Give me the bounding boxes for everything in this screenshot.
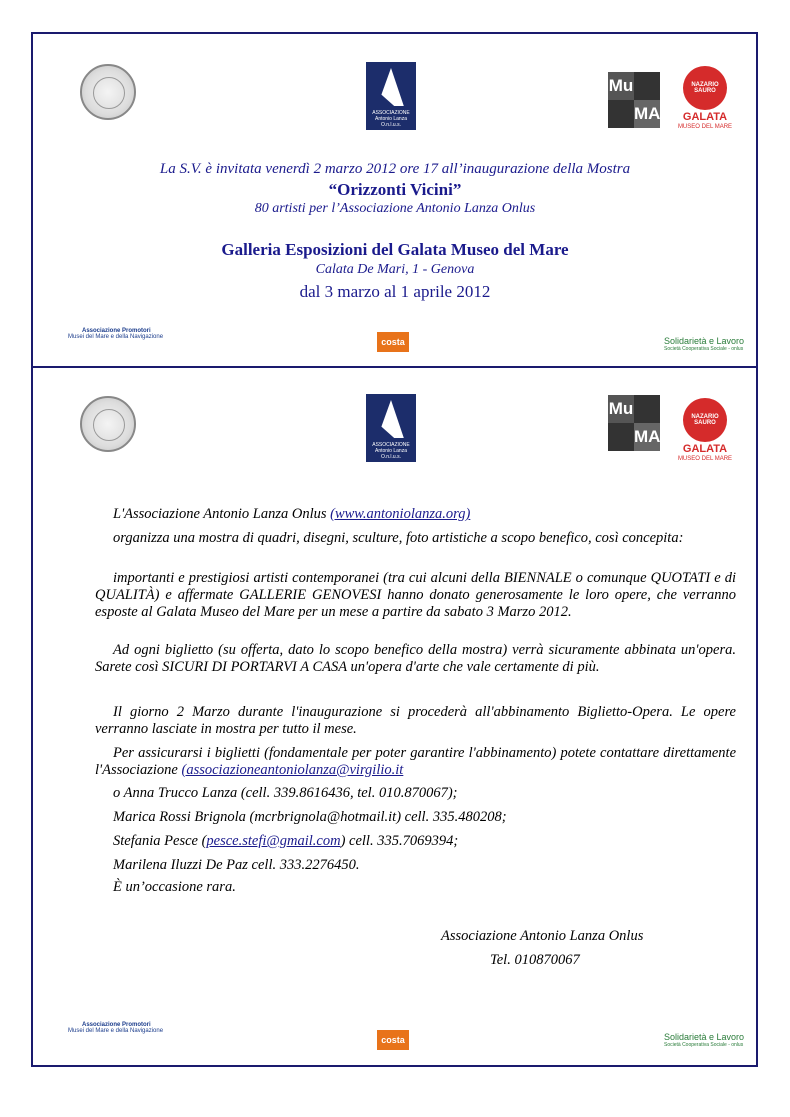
muma-logo-2: Mu MA bbox=[608, 395, 660, 451]
galata-name: GALATA bbox=[682, 111, 728, 123]
solidarieta-logo: Solidarietà e Lavoro Società Cooperativa Sociale - onlus bbox=[664, 336, 745, 352]
address: Calata De Mari, 1 - Genova bbox=[315, 262, 475, 277]
contact-4: Marilena Iluzzi De Paz cell. 333.2276450. bbox=[113, 857, 360, 873]
galata-sub-2: MUSEO DEL MARE bbox=[677, 456, 733, 462]
galata-sub: MUSEO DEL MARE bbox=[677, 124, 733, 130]
paragraph-5: Il giorno 2 Marzo durante l'inaugurazione si procederà all'abbinamento Biglietto-Opera. Le opere verranno lasciate in mostra per tutto il mese. bbox=[95, 704, 736, 737]
muma-logo: Mu MA bbox=[608, 72, 660, 128]
email-link[interactable]: (associazioneantoniolanza@virgilio.it bbox=[181, 762, 404, 778]
paragraph-2: organizza una mostra di quadri, disegni, sculture, foto artistiche a scopo benefico, così concepita: bbox=[113, 530, 684, 546]
costa-logo-2: costa bbox=[377, 1030, 409, 1050]
promotori-logo: Associazione Promotori Musei del Mare e della Navigazione bbox=[68, 328, 164, 340]
closing: È un’occasione rara. bbox=[113, 879, 236, 895]
lanza-logo: ASSOCIAZIONE Antonio Lanza O.n.l.u.s. bbox=[366, 62, 416, 130]
contact-3: Stefania Pesce (pesce.stefi@gmail.com) cell. 335.7069394; bbox=[113, 833, 459, 849]
website-link[interactable]: (www.antoniolanza.org) bbox=[330, 506, 471, 522]
signature: Associazione Antonio Lanza Onlus bbox=[441, 928, 644, 944]
exhibition-subtitle: 80 artisti per l’Associazione Antonio Lanza Onlus bbox=[254, 201, 536, 216]
lanza-logo-2: ASSOCIAZIONE Antonio Lanza O.n.l.u.s. bbox=[366, 394, 416, 462]
galata-name-2: GALATA bbox=[682, 443, 728, 455]
contact-email-link[interactable]: pesce.stefi@gmail.com bbox=[206, 833, 341, 849]
costa-logo: costa bbox=[377, 332, 409, 352]
venue: Galleria Esposizioni del Galata Museo del Mare bbox=[221, 240, 569, 259]
galata-logo: NAZARIO SAURO bbox=[683, 66, 727, 110]
galata-logo-2: NAZARIO SAURO bbox=[683, 398, 727, 442]
seal-logo-2 bbox=[80, 396, 136, 452]
contact-2: Marica Rossi Brignola (mcrbrignola@hotmail.it) cell. 335.480208; bbox=[113, 809, 507, 825]
exhibition-title: “Orizzonti Vicini” bbox=[328, 180, 462, 199]
paragraph-1: L'Associazione Antonio Lanza Onlus (www.antoniolanza.org) bbox=[113, 506, 471, 522]
invite-line: La S.V. è invitata venerdì 2 marzo 2012 ore 17 all’inaugurazione della Mostra bbox=[159, 161, 631, 177]
exhibition-dates: dal 3 marzo al 1 aprile 2012 bbox=[299, 282, 491, 301]
paragraph-6: Per assicurarsi i biglietti (fondamentale per poter garantire l'abbinamento) potete contattare direttamente l'Associazione (associazioneantoniolanza@virgilio.it bbox=[95, 745, 736, 778]
paragraph-4: Ad ogni biglietto (su offerta, dato lo scopo benefico della mostra) verrà sicuramente abbinata un'opera. Sarete così SICURI DI PORTARVI A CASA un'opera d'arte che vale certamente di più. bbox=[95, 642, 736, 675]
paragraph-3: importanti e prestigiosi artisti contemporanei (tra cui alcuni della BIENNALE o comunque QUOTATI e di QUALITÀ) e affermate GALLERIE GENOVESI hanno donato generosamente le loro opere, che verranno esposte al Galata Museo del Mare per un mese a partire da sabato 3 Marzo 2012. bbox=[95, 570, 736, 620]
seal-logo bbox=[80, 64, 136, 120]
solidarieta-logo-2: Solidarietà e Lavoro Società Cooperativa Sociale - onlus bbox=[664, 1032, 745, 1048]
signature-tel: Tel. 010870067 bbox=[490, 952, 580, 968]
promotori-logo-2: Associazione Promotori Musei del Mare e della Navigazione bbox=[68, 1022, 164, 1034]
contact-1: o Anna Trucco Lanza (cell. 339.8616436, tel. 010.870067); bbox=[113, 785, 458, 801]
